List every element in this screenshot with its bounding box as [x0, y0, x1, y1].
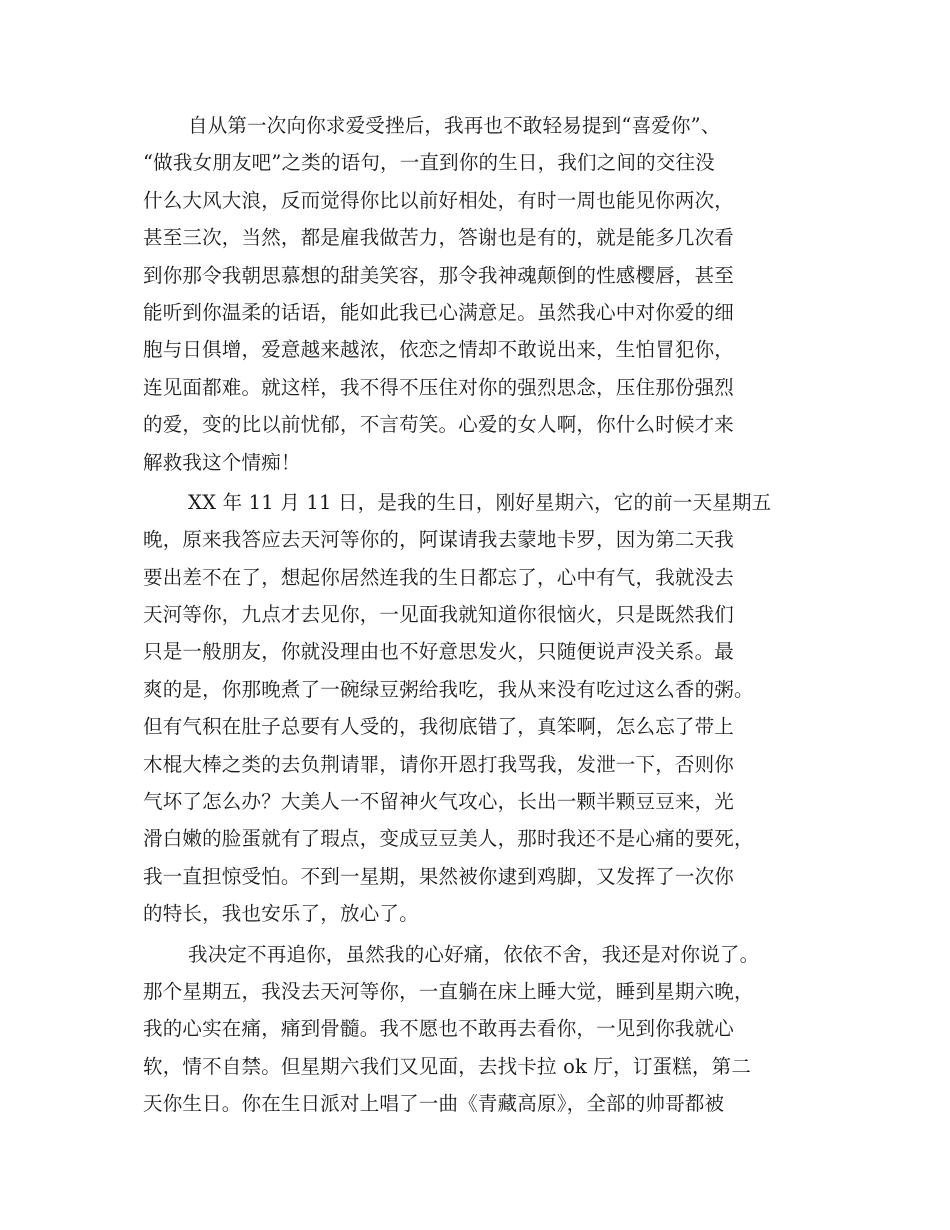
- text-line: 什么大风大浪，反而觉得你比以前好相处，有时一周也能见你两次，: [143, 188, 735, 212]
- text-line: 的特长，我也安乐了，放心了。: [143, 902, 419, 926]
- text-line: 软，情不自禁。但星期六我们又见面，去找卡拉 ok 厅，订蛋糕，第二: [143, 1054, 752, 1078]
- text-line: 胞与日俱增，爱意越来越浓，依恋之情却不敢说出来，生怕冒犯你，: [143, 338, 735, 362]
- text-line: 滑白嫩的脸蛋就有了瑕点，变成豆豆美人，那时我还不是心痛的要死，: [143, 827, 754, 851]
- text-line: XX 年 11 月 11 日，是我的生日，刚好星期六，它的前一天星期五: [188, 490, 772, 514]
- paragraph-2: [143, 484, 803, 933]
- text-line: 我决定不再追你，虽然我的心好痛，依依不舍，我还是对你说了。: [188, 942, 760, 966]
- text-line: 能听到你温柔的话语，能如此我已心满意足。虽然我心中对你爱的细: [143, 300, 735, 324]
- text-line: “做我女朋友吧”之类的语句，一直到你的生日，我们之间的交往没: [143, 151, 715, 175]
- text-line: 天你生日。你在生日派对上唱了一曲《青藏高原》，全部的帅哥都被: [143, 1092, 725, 1116]
- text-line: 连见面都难。就这样，我不得不压住对你的强烈思念，压住那份强烈: [143, 375, 735, 399]
- text-line: 天河等你，九点才去见你，一见面我就知道你很恼火，只是既然我们: [143, 603, 735, 627]
- text-line: 我一直担惊受怕。不到一星期，果然被你逮到鸡脚，又发挥了一次你: [143, 864, 735, 888]
- paragraph-1: [143, 107, 803, 481]
- text-line: 但有气积在肚子总要有人受的，我彻底错了，真笨啊，怎么忘了带上: [143, 715, 735, 739]
- text-line: 只是一般朋友，你就没理由也不好意思发火，只随便说声没关系。最: [143, 640, 735, 664]
- text-line: 我的心实在痛，痛到骨髓。我不愿也不敢再去看你，一见到你我就心: [143, 1017, 735, 1041]
- paragraph-3: [143, 936, 803, 1123]
- text-line: 解救我这个情痴！: [143, 450, 301, 474]
- document-body: [143, 107, 803, 1123]
- text-line: 自从第一次向你求爱受挫后，我再也不敢轻易提到“喜爱你”、: [188, 114, 721, 137]
- text-line: 到你那令我朝思慕想的甜美笑容，那令我神魂颠倒的性感樱唇，甚至: [143, 263, 735, 287]
- text-line: 要出差不在了，想起你居然连我的生日都忘了，心中有气，我就没去: [143, 565, 735, 589]
- text-line: 那个星期五，我没去天河等你，一直躺在床上睡大觉，睡到星期六晚，: [143, 979, 754, 1003]
- text-line: 晚，原来我答应去天河等你的，阿谋请我去蒙地卡罗，因为第二天我: [143, 528, 735, 552]
- text-line: 爽的是，你那晚煮了一碗绿豆粥给我吃，我从来没有吃过这么香的粥。: [143, 677, 754, 701]
- text-line: 甚至三次，当然，都是雇我做苦力，答谢也是有的，就是能多几次看: [143, 226, 735, 250]
- text-line: 木棍大棒之类的去负荆请罪，请你开恩打我骂我，发泄一下，否则你: [143, 752, 735, 776]
- text-line: 气坏了怎么办？大美人一不留神火气攻心，长出一颗半颗豆豆来，光: [143, 790, 735, 814]
- text-line: 的爱，变的比以前忧郁，不言苟笑。心爱的女人啊，你什么时候才来: [143, 413, 735, 437]
